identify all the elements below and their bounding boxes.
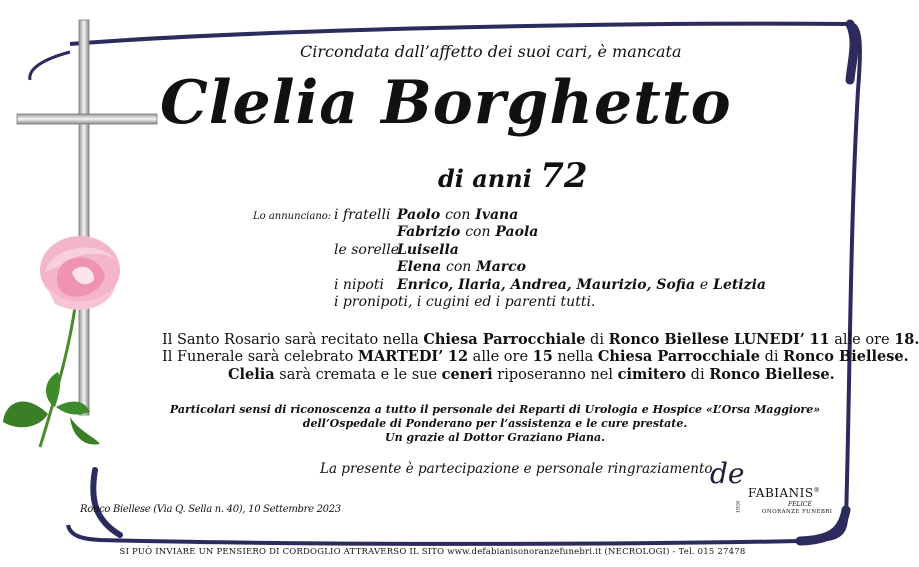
logo-onoranze: ONORANZE FUNEBRI (762, 509, 833, 515)
family-names: Fabrizio con Paola (397, 224, 539, 240)
rosary-line: Il Santo Rosario sarà recitato nella Chiesa Parrocchiale di Ronco Biellese LUNEDI’ 11 alle ore 18. (162, 331, 919, 348)
family-names: Luisella (397, 242, 459, 258)
footer-text: SI PUÒ INVIARE UN PENSIERO DI CORDOGLIO ATTRAVERSO IL SITO www.defabianisonoranzefunebri.it (NECROLOGI) - Tel. 015 27478 (119, 547, 746, 557)
rose-icon (0, 232, 130, 462)
thanks-line: Un grazie al Dottor Graziano Piana. (385, 431, 605, 444)
age-line (438, 156, 588, 196)
announcers-label: Lo annunciano: (253, 211, 332, 222)
funeral-home-logo (710, 452, 840, 522)
age-prefix: di anni (438, 164, 532, 193)
intro-text: Circondata dall’affetto dei suoi cari, è mancata (300, 42, 682, 61)
age-value: 72 (540, 156, 588, 196)
thanks-line: dell’Ospedale di Ponderano per l’assistenza e le cure prestate. (302, 417, 688, 430)
logo-year: 1926 (735, 500, 742, 514)
family-relation: le sorelle (334, 242, 400, 258)
others-line: i pronipoti, i cugini ed i parenti tutti. (334, 294, 596, 310)
logo-felice: FELICE (788, 501, 812, 508)
family-relation: i fratelli (334, 207, 391, 223)
family-names: Enrico, Ilaria, Andrea, Maurizio, Sofia e Letizia (397, 277, 766, 293)
family-names: Elena con Marco (397, 259, 527, 275)
family-relation: i nipoti (334, 277, 384, 293)
family-names: Paolo con Ivana (397, 207, 519, 223)
thanks-line: Particolari sensi di riconoscenza a tutto il personale dei Reparti di Urologia e Hospice «L’Orsa Maggiore» (169, 403, 821, 416)
place-date: Ronco Biellese (Via Q. Sella n. 40), 10 Settembre 2023 (80, 504, 341, 515)
logo-script: de (710, 457, 745, 490)
logo-brand: FABIANIS® (748, 486, 821, 500)
funeral-line: Il Funerale sarà celebrato MARTEDI’ 12 alle ore 15 nella Chiesa Parrocchiale di Ronco Biellese. (162, 348, 909, 365)
deceased-name: Clelia Borghetto (160, 68, 732, 138)
cremation-line: Clelia sarà cremata e le sue ceneri riposeranno nel cimitero di Ronco Biellese. (228, 366, 835, 383)
closing-text: La presente è partecipazione e personale ringraziamento. (320, 461, 717, 477)
